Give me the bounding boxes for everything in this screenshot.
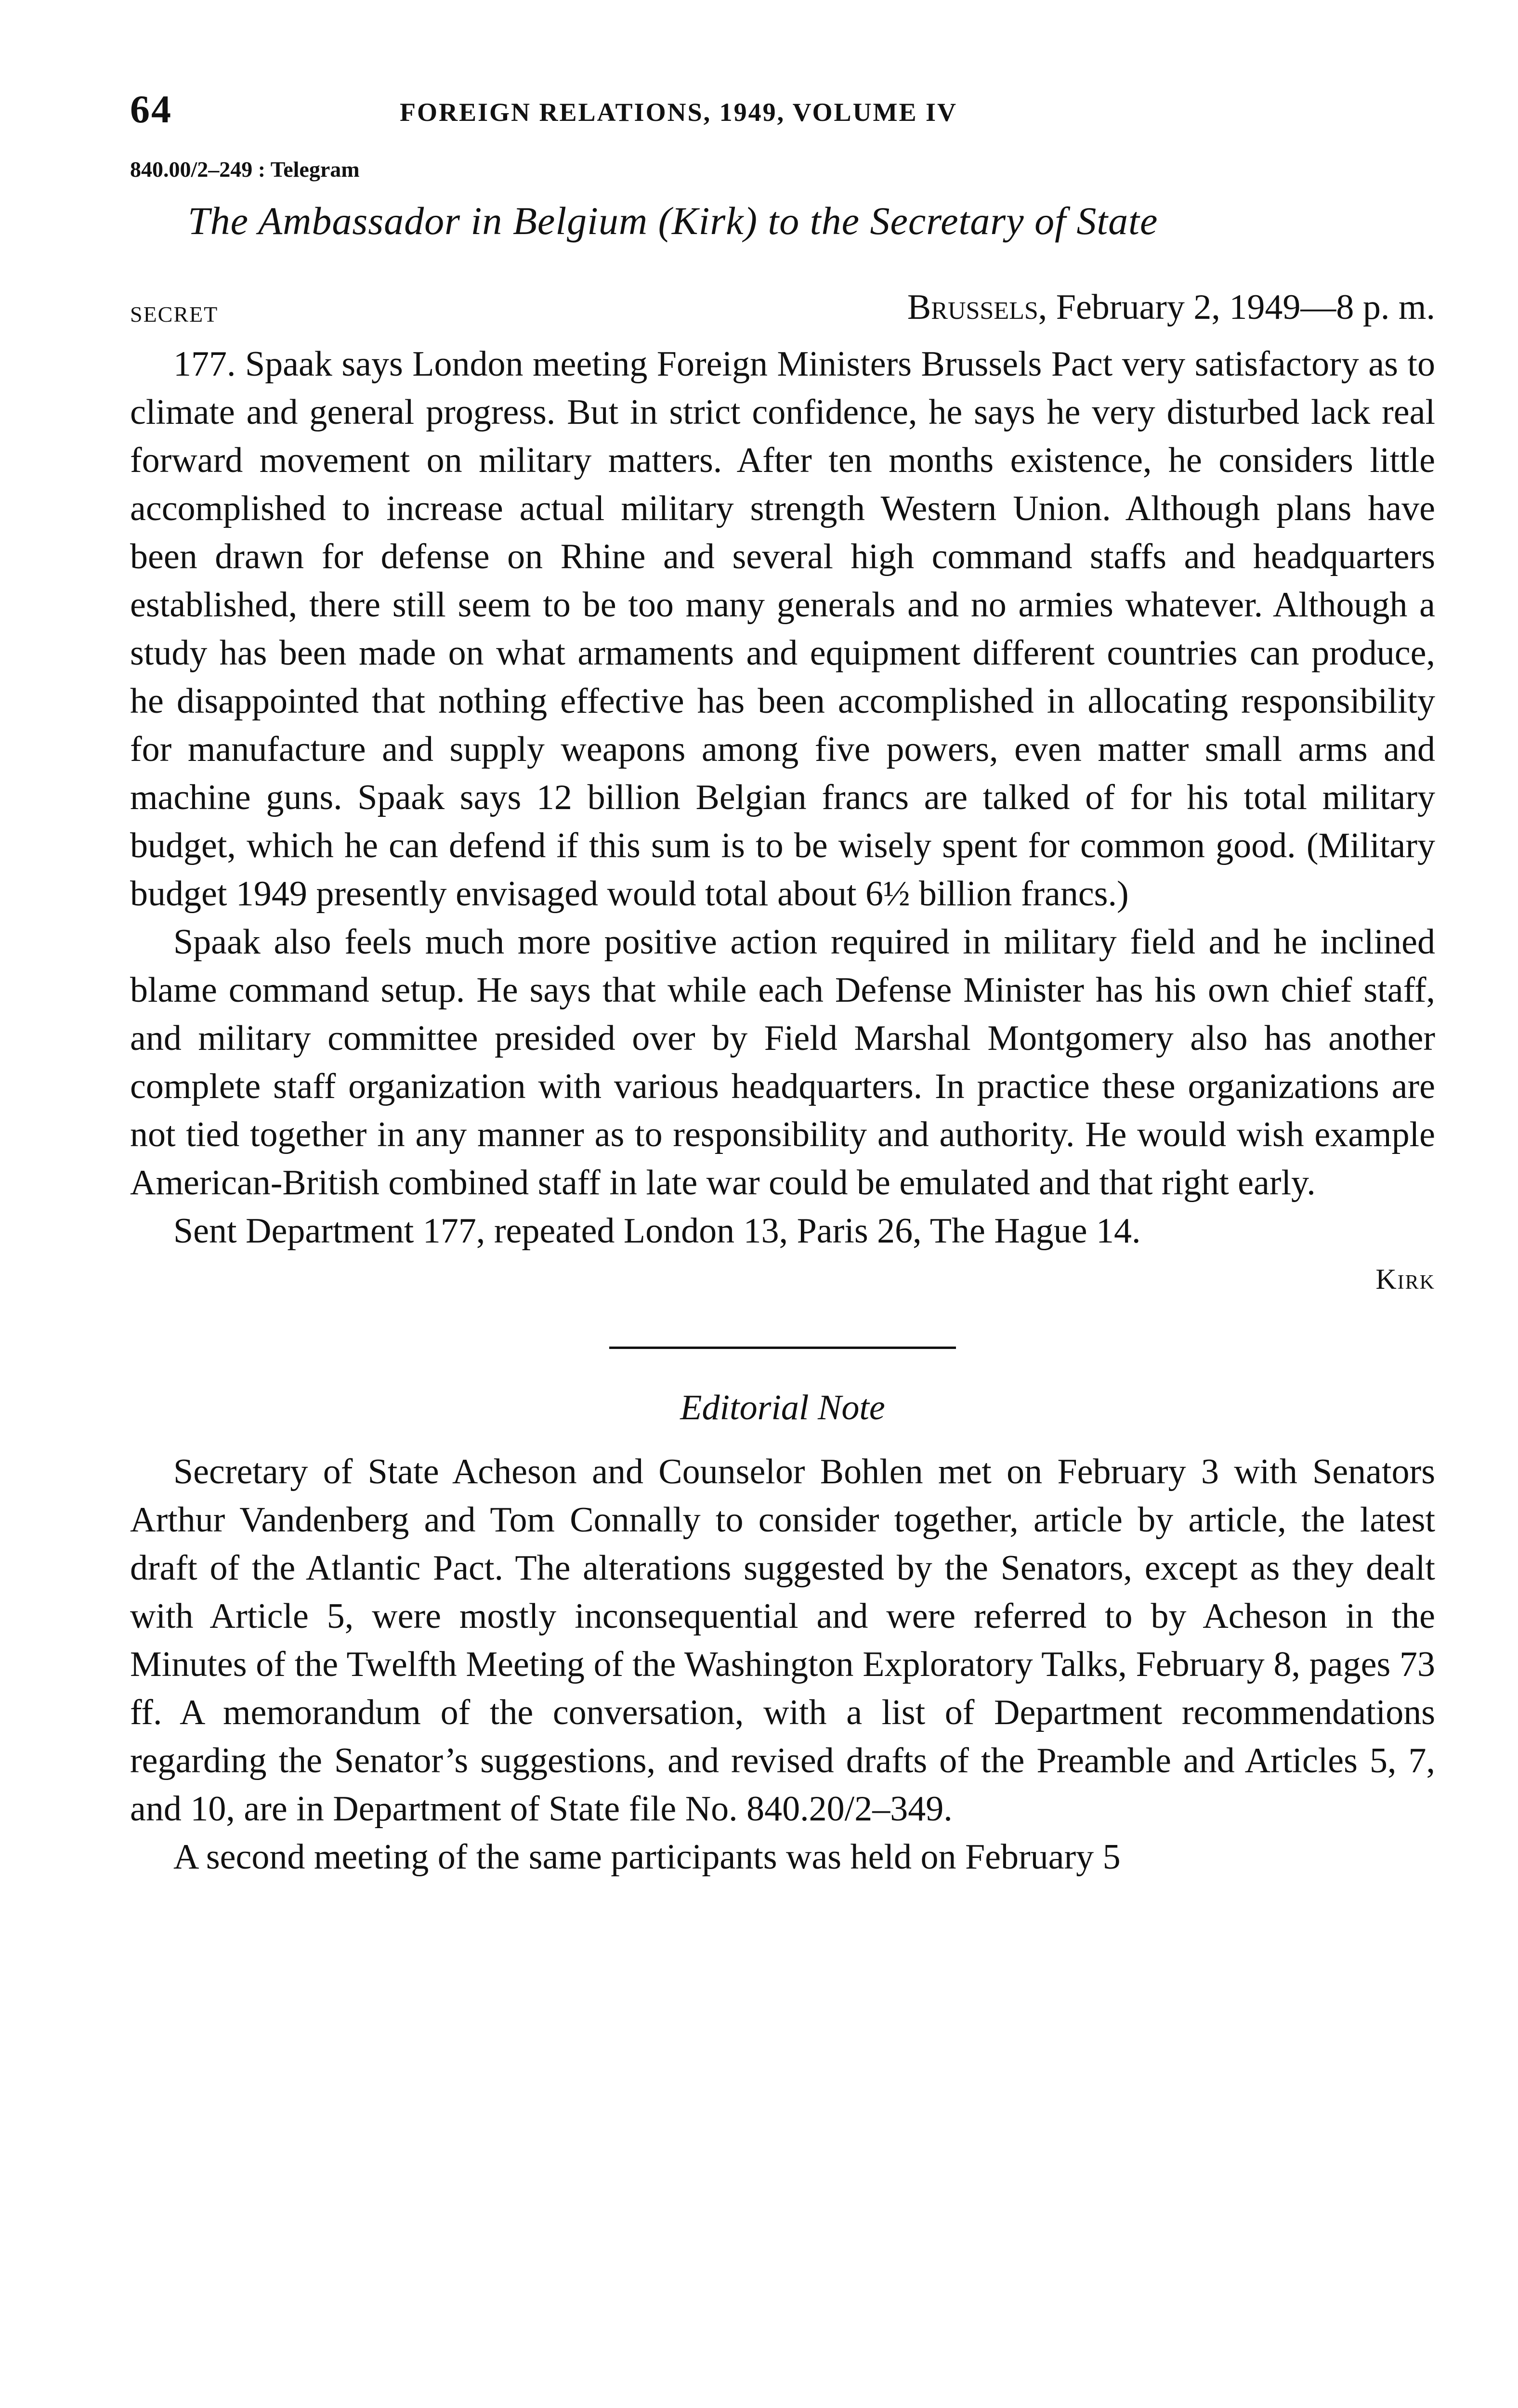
telegram-body [130,340,1435,1255]
page-number: 64 [130,87,172,131]
editorial-paragraph-1: Secretary of State Acheson and Counselor Bohlen met on February 3 with Senators Arthur Vandenberg and Tom Connally to consider together, article by article, the latest draft of the Atlantic Pact. The alterations suggested by the Senators, except as they dealt with Article 5, were mostly inconsequential and were referred to by Acheson in the Minutes of the Twelfth Meeting of the Washington Exploratory Talks, February 8, pages 73 ff. A memorandum of the conversation, with a list of Department recommendations regarding the Senator’s suggestions, and revised drafts of the Preamble and Articles 5, 7, and 10, are in Department of State file No. 840.20/2–349. [130,1452,1435,1829]
file-reference: 840.00/2–249 : Telegram [130,157,360,182]
dateline-date: , February 2, 1949—8 p. m. [1038,288,1435,327]
section-divider [609,1347,956,1349]
document-page [130,87,1435,1881]
editorial-note-body [130,1448,1435,1881]
telegram-paragraph-1: 177. Spaak says London meeting Foreign Ministers Brussels Pact very satisfactory as to climate and general progress. But in strict confidence, he says he very disturbed lack real forward movement on military matters. After ten months existence, he considers little accomplished to increase actual military strength Western Union. Although plans have been drawn for defense on Rhine and several high command staffs and headquarters established, there still seem to be too many generals and no armies whatever. Although a study has been made on what armaments and equipment different countries can produce, he disappointed that nothing effective has been accomplished in allocating responsibility for manufacture and supply weapons among five powers, even matter small arms and machine guns. Spaak says 12 billion Belgian francs are talked of for his total military budget, which he can defend if this sum is to be wisely spent for common good. (Military budget 1949 presently envisaged would total about 6½ billion francs.) [130,344,1435,914]
telegram-paragraph-2: Spaak also feels much more positive action required in military field and he inclined blame command setup. He says that while each Defense Minister has his own chief staff, and military committee presided over by Field Marshal Montgomery also has another complete staff organization with various headquarters. In practice these organizations are not tied together in any manner as to responsibility and authority. He would wish example American-British combined staff in late war could be emulated and that right early. [130,922,1435,1203]
dateline-place: Brussels [907,288,1038,327]
telegram-paragraph-3: Sent Department 177, repeated London 13, Paris 26, The Hague 14. [173,1211,1141,1251]
signature: Kirk [1375,1263,1435,1295]
editorial-paragraph-2: A second meeting of the same participants was held on February 5 [173,1837,1121,1877]
running-title: FOREIGN RELATIONS, 1949, VOLUME IV [400,98,958,127]
document-heading: The Ambassador in Belgium (Kirk) to the Secretary of State [188,199,1158,243]
editorial-note-title: Editorial Note [680,1388,885,1427]
dateline [907,287,1435,328]
running-head [130,87,1435,140]
dateline-row [130,287,1435,340]
classification-label: SECRET [130,302,219,327]
